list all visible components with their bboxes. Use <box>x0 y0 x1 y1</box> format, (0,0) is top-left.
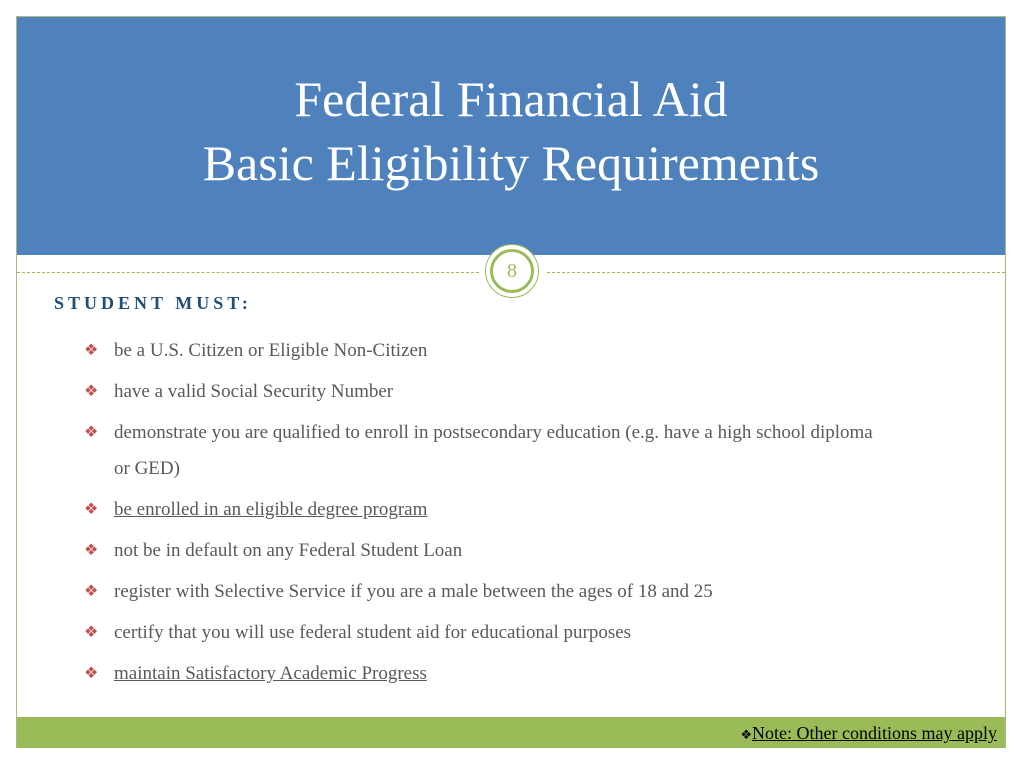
list-item <box>84 415 884 487</box>
list-item <box>84 656 884 692</box>
diamond-bullet-icon: ❖ <box>84 424 99 441</box>
title-line-2: Basic Eligibility Requirements <box>202 135 820 191</box>
list-item-text: demonstrate you are qualified to enroll in postsecondary education (e.g. have a high school diploma or GED) <box>114 422 873 479</box>
footer-note <box>740 721 997 747</box>
title-banner <box>17 17 1005 255</box>
requirements-list <box>84 333 884 697</box>
page-number-badge <box>485 244 539 298</box>
list-item-text: certify that you will use federal student aid for educational purposes <box>114 622 632 643</box>
list-item <box>84 492 884 528</box>
dashed-divider-right <box>547 272 1005 273</box>
list-item <box>84 615 884 651</box>
diamond-bullet-icon: ❖ <box>84 624 99 641</box>
enrolled-program-link[interactable]: be enrolled in an eligible degree program <box>114 499 428 520</box>
list-item-text: be a U.S. Citizen or Eligible Non-Citizen <box>114 340 428 361</box>
sap-link[interactable]: maintain Satisfactory Academic Progress <box>114 663 427 684</box>
page-number: 8 <box>490 249 534 293</box>
diamond-bullet-icon: ❖ <box>740 727 753 742</box>
list-item <box>84 333 884 369</box>
diamond-bullet-icon: ❖ <box>84 501 99 518</box>
list-item <box>84 574 884 610</box>
section-heading: STUDENT MUST: <box>54 293 252 313</box>
note-link[interactable]: Note: Other conditions may apply <box>752 723 997 743</box>
title-line-1: Federal Financial Aid <box>294 71 728 127</box>
diamond-bullet-icon: ❖ <box>84 583 99 600</box>
diamond-bullet-icon: ❖ <box>84 342 99 359</box>
list-item <box>84 533 884 569</box>
list-item-text: have a valid Social Security Number <box>114 381 394 402</box>
list-item-text: not be in default on any Federal Student Loan <box>114 540 463 561</box>
dashed-divider-left <box>17 272 479 273</box>
diamond-bullet-icon: ❖ <box>84 665 99 682</box>
list-item <box>84 374 884 410</box>
diamond-bullet-icon: ❖ <box>84 542 99 559</box>
diamond-bullet-icon: ❖ <box>84 383 99 400</box>
slide-title <box>17 67 1005 195</box>
list-item-text: register with Selective Service if you are a male between the ages of 18 and 25 <box>114 581 713 602</box>
footer-bar <box>17 717 1005 748</box>
